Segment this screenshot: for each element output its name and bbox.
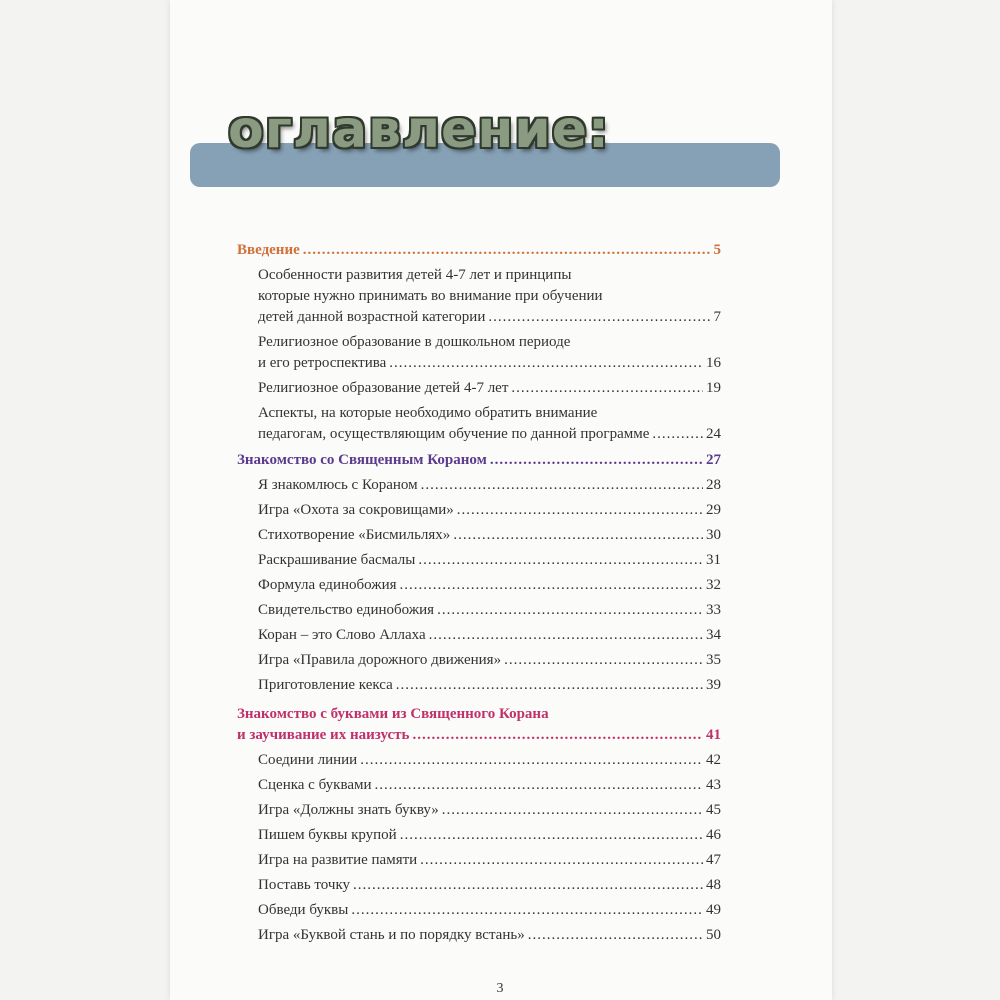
leader-dots bbox=[429, 625, 703, 646]
entry-page: 7 bbox=[713, 309, 721, 325]
leader-dots bbox=[400, 825, 703, 846]
entry-title: Свидетельство единобожия bbox=[258, 602, 435, 618]
leader-dots bbox=[504, 650, 703, 671]
entry-title: Формула единобожия bbox=[258, 577, 397, 593]
entry-page: 35 bbox=[706, 652, 721, 668]
entry-title: Пишем буквы крупой bbox=[258, 827, 397, 843]
page-number: 3 bbox=[496, 981, 504, 996]
entry-title: Игра «Охота за сокровищами» bbox=[258, 502, 454, 518]
entry-title: Стихотворение «Бисмильлях» bbox=[258, 527, 451, 543]
entry-page: 31 bbox=[706, 552, 721, 568]
leader-dots bbox=[437, 600, 703, 621]
toc-entry[interactable] bbox=[237, 625, 721, 646]
entry-text-line: Религиозное образование в дошкольном периоде bbox=[258, 334, 571, 350]
leader-dots bbox=[418, 550, 703, 571]
section-title-line: Знакомство с буквами из Священного Корана bbox=[237, 706, 549, 722]
entry-title: Игра «Буквой стань и по порядку встань» bbox=[258, 927, 525, 943]
entry-title: Обведи буквы bbox=[258, 902, 349, 918]
toc-section-letters[interactable] bbox=[237, 704, 721, 746]
leader-dots bbox=[400, 575, 703, 596]
entry-title: Коран – это Слово Аллаха bbox=[258, 627, 426, 643]
section-title: Знакомство со Священным Кораном bbox=[237, 452, 487, 468]
entry-title: Игра «Должны знать букву» bbox=[258, 802, 439, 818]
toc-entry[interactable] bbox=[237, 675, 721, 696]
entry-page: 24 bbox=[706, 426, 721, 442]
toc-entry[interactable] bbox=[237, 900, 721, 921]
entry-page: 39 bbox=[706, 677, 721, 693]
leader-dots bbox=[420, 850, 703, 871]
entry-text-line: Религиозное образование детей 4-7 лет bbox=[258, 380, 509, 396]
entry-title: Соедини линии bbox=[258, 752, 358, 768]
entry-title: Раскрашивание басмалы bbox=[258, 552, 416, 568]
leader-dots bbox=[396, 675, 703, 696]
entry-text-line: которые нужно принимать во внимание при обучении bbox=[258, 288, 603, 304]
entry-page: 45 bbox=[706, 802, 721, 818]
entry-page: 30 bbox=[706, 527, 721, 543]
toc-entry[interactable] bbox=[237, 550, 721, 571]
entry-text-line: и его ретроспектива bbox=[258, 355, 387, 371]
toc-section-quran[interactable] bbox=[237, 450, 721, 471]
entry-text-line: педагогам, осуществляющим обучение по данной программе bbox=[258, 426, 650, 442]
entry-page: 48 bbox=[706, 877, 721, 893]
leader-dots bbox=[351, 900, 703, 921]
entry-title: Игра «Правила дорожного движения» bbox=[258, 652, 502, 668]
section-page: 5 bbox=[713, 242, 721, 258]
toc-entry[interactable] bbox=[237, 575, 721, 596]
leader-dots bbox=[442, 800, 703, 821]
toc-entry[interactable] bbox=[237, 650, 721, 671]
leader-dots bbox=[453, 525, 703, 546]
leader-dots bbox=[488, 307, 710, 328]
entry-page: 42 bbox=[706, 752, 721, 768]
entry-title: Игра на развитие памяти bbox=[258, 852, 418, 868]
leader-dots bbox=[457, 500, 703, 521]
entry-page: 16 bbox=[706, 355, 721, 371]
entry-page: 32 bbox=[706, 577, 721, 593]
page-title: оглавление: bbox=[228, 100, 610, 160]
leader-dots bbox=[389, 353, 703, 374]
leader-dots bbox=[490, 450, 703, 471]
entry-page: 34 bbox=[706, 627, 721, 643]
leader-dots bbox=[303, 240, 711, 261]
section-title-line: и заучивание их наизусть bbox=[237, 727, 410, 743]
toc-section-intro[interactable] bbox=[237, 240, 721, 261]
toc-entry[interactable] bbox=[237, 475, 721, 496]
leader-dots bbox=[412, 725, 703, 746]
leader-dots bbox=[353, 875, 703, 896]
entry-title: Приготовление кекса bbox=[258, 677, 393, 693]
toc-entry[interactable] bbox=[237, 332, 721, 374]
table-of-contents bbox=[237, 240, 721, 946]
entry-page: 33 bbox=[706, 602, 721, 618]
toc-entry[interactable] bbox=[237, 875, 721, 896]
toc-entry[interactable] bbox=[237, 525, 721, 546]
toc-entry[interactable] bbox=[237, 600, 721, 621]
toc-entry[interactable] bbox=[237, 850, 721, 871]
entry-title: Я знакомлюсь с Кораном bbox=[258, 477, 418, 493]
leader-dots bbox=[421, 475, 703, 496]
entry-text-line: Аспекты, на которые необходимо обратить внимание bbox=[258, 405, 598, 421]
entry-title: Поставь точку bbox=[258, 877, 351, 893]
leader-dots bbox=[528, 925, 703, 946]
leader-dots bbox=[375, 775, 703, 796]
entry-page: 46 bbox=[706, 827, 721, 843]
entry-page: 28 bbox=[706, 477, 721, 493]
entry-page: 19 bbox=[706, 380, 721, 396]
section-title: Введение bbox=[237, 242, 300, 258]
toc-entry[interactable] bbox=[237, 500, 721, 521]
section-page: 41 bbox=[706, 727, 721, 743]
section-page: 27 bbox=[706, 452, 721, 468]
leader-dots bbox=[360, 750, 703, 771]
leader-dots bbox=[511, 378, 703, 399]
entry-page: 29 bbox=[706, 502, 721, 518]
toc-entry[interactable] bbox=[237, 825, 721, 846]
toc-entry[interactable] bbox=[237, 378, 721, 399]
entry-page: 43 bbox=[706, 777, 721, 793]
entry-text-line: Особенности развития детей 4-7 лет и принципы bbox=[258, 267, 572, 283]
entry-page: 49 bbox=[706, 902, 721, 918]
toc-entry[interactable] bbox=[237, 775, 721, 796]
entry-text-line: детей данной возрастной категории bbox=[258, 309, 486, 325]
toc-entry[interactable] bbox=[237, 800, 721, 821]
toc-entry[interactable] bbox=[237, 925, 721, 946]
toc-entry[interactable] bbox=[237, 750, 721, 771]
entry-title: Сценка с буквами bbox=[258, 777, 372, 793]
entry-page: 47 bbox=[706, 852, 721, 868]
entry-page: 50 bbox=[706, 927, 721, 943]
leader-dots bbox=[652, 424, 703, 445]
toc-entry[interactable] bbox=[237, 265, 721, 328]
toc-entry[interactable] bbox=[237, 403, 721, 445]
